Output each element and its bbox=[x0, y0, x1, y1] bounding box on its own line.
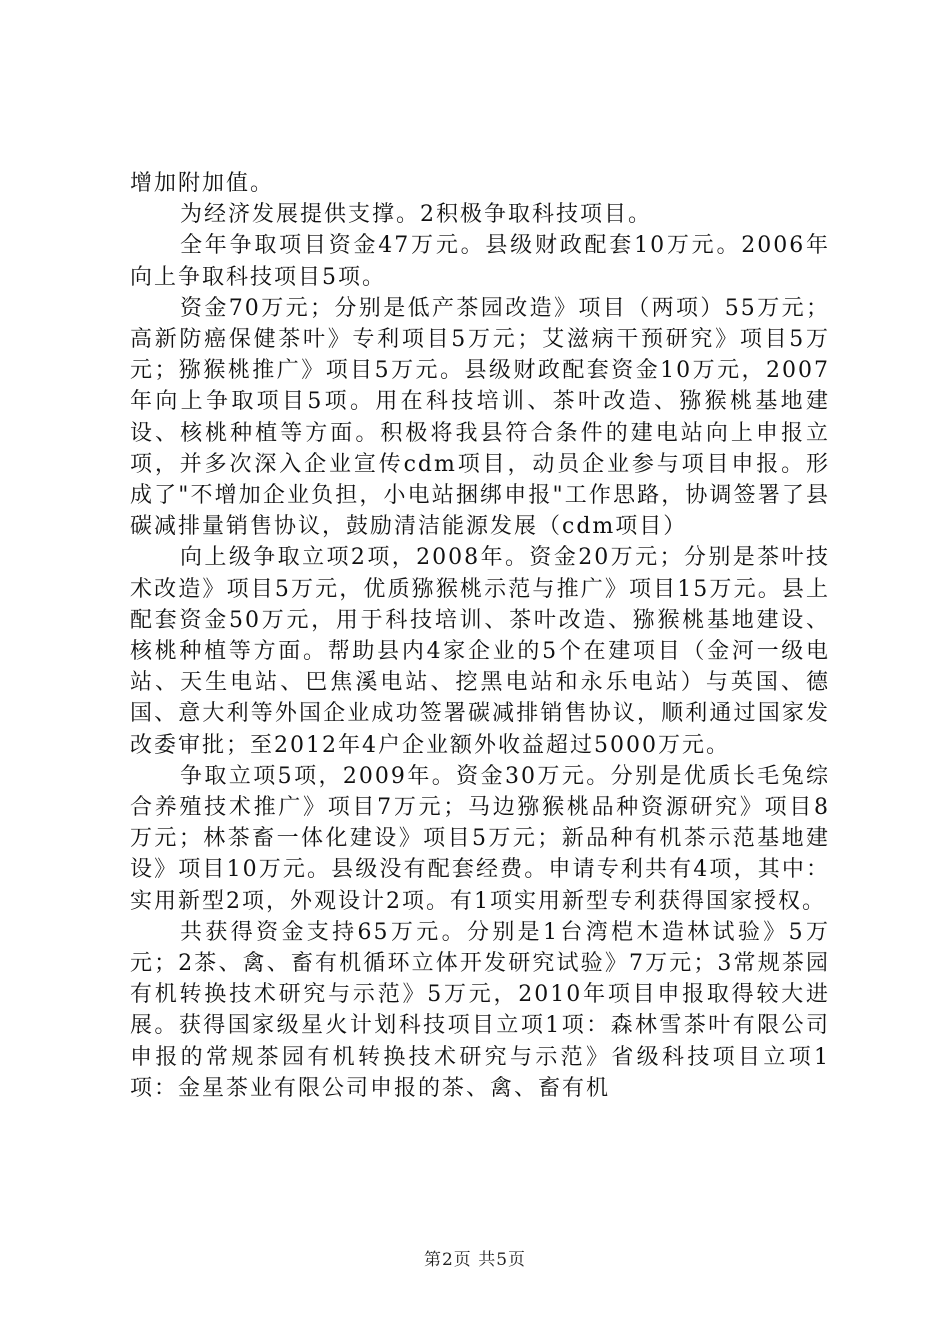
document-body bbox=[130, 168, 830, 1104]
paragraph-6: 争取立项5项，2009年。资金30万元。分别是优质长毛兔综合养殖技术推广》项目7万元；马边猕猴桃品种资源研究》项目8万元；林茶畜一体化建设》项目5万元；新品种有机茶示范基地建设》项目10万元。县级没有配套经费。申请专利共有4项，其中：实用新型2项，外观设计2项。有1项实用新型专利获得国家授权。 bbox=[130, 763, 830, 914]
paragraph-3: 全年争取项目资金47万元。县级财政配套10万元。2006年向上争取科技项目5项。 bbox=[130, 233, 830, 290]
page-footer: 第2页 共5页 bbox=[423, 1250, 527, 1270]
paragraph-5: 向上级争取立项2项，2008年。资金20万元；分别是茶叶技术改造》项目5万元，优质猕猴桃示范与推广》项目15万元。县上配套资金50万元，用于科技培训、茶叶改造、猕猴桃基地建设、核桃种植等方面。帮助县内4家企业的5个在建项目（金河一级电站、天生电站、巴焦溪电站、挖黑电站和永乐电站）与英国、德国、意大利等外国企业成功签署碳减排销售协议，顺利通过国家发改委审批；至2012年4户企业额外收益超过5000万元。 bbox=[130, 545, 830, 758]
paragraph-7: 共获得资金支持65万元。分别是1台湾桤木造林试验》5万元；2茶、禽、畜有机循环立体开发研究试验》7万元；3常规茶园有机转换技术研究与示范》5万元，2010年项目申报取得较大进展。获得国家级星火计划科技项目立项1项：森林雪茶叶有限公司申报的常规茶园有机转换技术研究与示范》省级科技项目立项1项：金星茶业有限公司申报的茶、禽、畜有机 bbox=[130, 919, 830, 1101]
paragraph-4: 资金70万元；分别是低产茶园改造》项目（两项）55万元；高新防癌保健茶叶》专利项目5万元；艾滋病干预研究》项目5万元；猕猴桃推广》项目5万元。县级财政配套资金10万元，2007年向上争取项目5项。用在科技培训、茶叶改造、猕猴桃基地建设、核桃种植等方面。积极将我县符合条件的建电站向上申报立项，并多次深入企业宣传cdm项目，动员企业参与项目申报。形成了"不增加企业负担，小电站捆绑申报"工作思路，协调签署了县碳减排量销售协议，鼓励清洁能源发展（cdm项目） bbox=[130, 295, 830, 540]
paragraph-2: 为经济发展提供支撑。2积极争取科技项目。 bbox=[180, 202, 652, 228]
paragraph-1: 增加附加值。 bbox=[130, 171, 275, 196]
